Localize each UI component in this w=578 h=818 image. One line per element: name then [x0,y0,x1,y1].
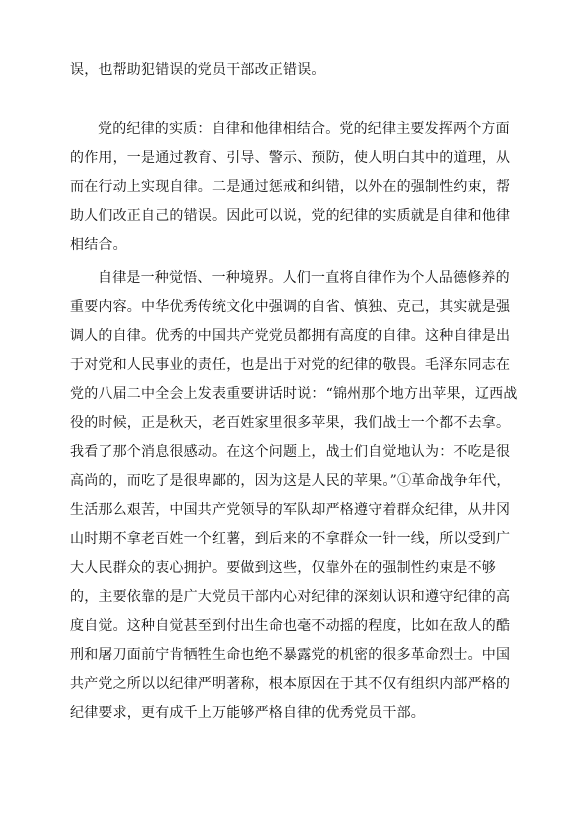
paragraph-self-discipline: 自律是一种觉悟、一种境界。人们一直将自律作为个人品德修养的重要内容。中华优秀传统文化中强调的自省、慎独、克己，其实就是强调人的自律。优秀的中国共产党党员都拥有高度的自律。这种自律是出于对党和人民事业的责任，也是出于对党的纪律的敬畏。毛泽东同志在党的八届二中全会上发表重要讲话时说：“锦州那个地方出苹果，辽西战役的时候，正是秋天，老百姓家里很多苹果，我们战士一个都不去拿。我看了那个消息很感动。在这个问题上，战士们自觉地认为：不吃是很高尚的，而吃了是很卑鄙的，因为这是人民的苹果。”①革命战争年代，生活那么艰苦，中国共产党领导的军队却严格遵守着群众纪律，从井冈山时期不拿老百姓一个红薯，到后来的不拿群众一针一线，所以受到广大人民群众的衷心拥护。要做到这些，仅靠外在的强制性约束是不够的，主要依靠的是广大党员干部内心对纪律的深刻认识和遵守纪律的高度自觉。这种自觉甚至到付出生命也毫不动摇的程度，比如在敌人的酷刑和屠刀面前宁肯牺牲生命也绝不暴露党的机密的很多革命烈士。中国共产党之所以以纪律严明著称，根本原因在于其不仅有组织内部严格的纪律要求，更有成千上万能够严格自律的优秀党员干部。 [70,270,518,721]
paragraph-discipline-essence: 党的纪律的实质：自律和他律相结合。党的纪律主要发挥两个方面的作用，一是通过教育、引导、警示、预防，使人明白其中的道理，从而在行动上实现自律。二是通过惩戒和纠错，以外在的强制性约束，帮助人们改正自己的错误。因此可以说，党的纪律的实质就是自律和他律相结合。 [70,121,511,253]
paragraph-continuation: 误，也帮助犯错误的党员干部改正错误。 [70,62,326,78]
